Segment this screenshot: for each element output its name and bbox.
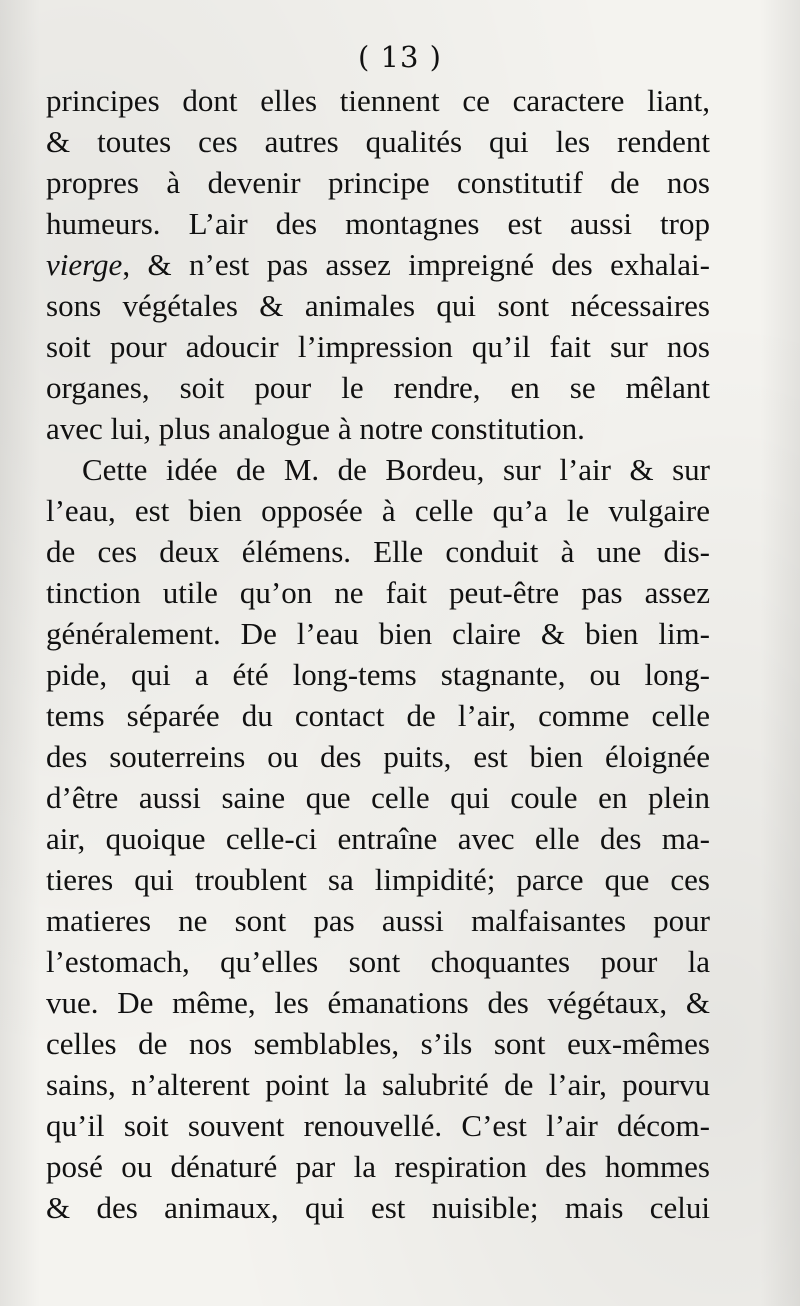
text-fragment: , & n’est pas assez impreigné des exhalai- <box>122 247 710 282</box>
text-line: tinction utile qu’on ne fait peut-être pas assez <box>46 575 710 610</box>
text-line: l’eau, est bien opposée à celle qu’a le vulgaire <box>46 493 710 528</box>
text-line: humeurs. L’air des montagnes est aussi trop <box>46 206 710 241</box>
text-line: qu’il soit souvent renouvellé. C’est l’air décom- <box>46 1108 710 1143</box>
text-line: & toutes ces autres qualités qui les rendent <box>46 124 710 159</box>
text-line: des souterreins ou des puits, est bien éloignée <box>46 739 710 774</box>
text-line: soit pour adoucir l’impression qu’il fait sur nos <box>46 329 710 364</box>
text-line: avec lui, plus analogue à notre constitution. <box>46 411 585 446</box>
text-line: Cette idée de M. de Bordeu, sur l’air & sur <box>82 452 710 487</box>
text-line: vue. De même, les émanations des végétaux, & <box>46 985 710 1020</box>
text-line: généralement. De l’eau bien claire & bien lim- <box>46 616 710 651</box>
text-line: principes dont elles tiennent ce caractere liant, <box>46 83 710 118</box>
body-text <box>46 80 710 1228</box>
text-line: l’estomach, qu’elles sont choquantes pour la <box>46 944 710 979</box>
text-line: sons végétales & animales qui sont nécessaires <box>46 288 710 323</box>
text-line: sains, n’alterent point la salubrité de l’air, pourvu <box>46 1067 710 1102</box>
text-line: tieres qui troublent sa limpidité; parce que ces <box>46 862 710 897</box>
text-line: pide, qui a été long-tems stagnante, ou long- <box>46 657 710 692</box>
text-line: matieres ne sont pas aussi malfaisantes pour <box>46 903 710 938</box>
italic-word: vierge <box>46 247 123 282</box>
text-line: d’être aussi saine que celle qui coule en plein <box>46 780 710 815</box>
text-line: air, quoique celle-ci entraîne avec elle des ma- <box>46 821 710 856</box>
text-line: propres à devenir principe constitutif de nos <box>46 165 710 200</box>
text-line: & des animaux, qui est nuisible; mais celui <box>46 1190 710 1225</box>
text-line: organes, soit pour le rendre, en se mêlant <box>46 370 710 405</box>
text-line: tems séparée du contact de l’air, comme celle <box>46 698 710 733</box>
text-line: celles de nos semblables, s’ils sont eux-mêmes <box>46 1026 710 1061</box>
text-line <box>46 244 710 285</box>
page-number: ( 13 ) <box>358 40 442 74</box>
text-line: de ces deux élémens. Elle conduit à une dis- <box>46 534 710 569</box>
text-line: posé ou dénaturé par la respiration des hommes <box>46 1149 710 1184</box>
